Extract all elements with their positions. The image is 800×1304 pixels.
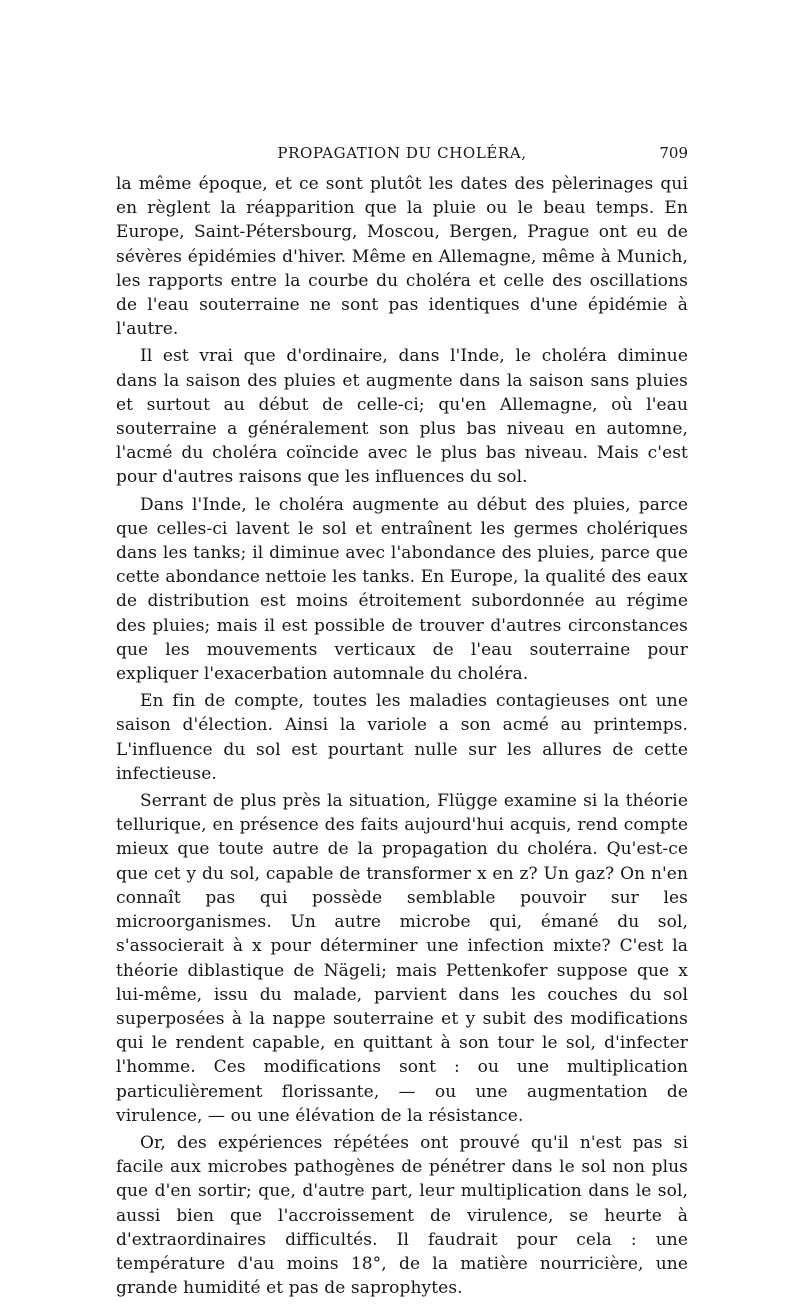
book-page — [116, 140, 688, 1300]
paragraph-1: la même époque, et ce sont plutôt les dates des pèlerinages qui en règlent la réapparition que la pluie ou le beau temps. En Europe, Saint-Pétersbourg, Moscou, Bergen, Prague ont eu de sévères épidémies d'hiver. Même en Allemagne, même à Munich, les rapports entre la courbe du choléra et celle des oscillations de l'eau souterraine ne sont pas identiques d'une épidémie à l'autre. — [116, 174, 688, 340]
running-title: PROPAGATION DU CHOLÉRA, — [277, 144, 527, 162]
paragraph-2: Il est vrai que d'ordinaire, dans l'Inde, le choléra diminue dans la saison des pluies et augmente dans la saison sans pluies et surtout au début de celle-ci; qu'en Allemagne, où l'eau souterraine a généralement son plus bas niveau en automne, l'acmé du choléra coïncide avec le plus bas niveau. Mais c'est pour d'autres raisons que les influences du sol. — [116, 346, 688, 488]
paragraph-3: Dans l'Inde, le choléra augmente au début des pluies, parce que celles-ci lavent le sol et entraînent les germes cholériques dans les tanks; il diminue avec l'abondance des pluies, parce que cette abondance nettoie les tanks. En Europe, la qualité des eaux de distribution est moins étroitement subordonnée au régime des pluies; mais il est possible de trouver d'autres circonstances que les mouvements verticaux de l'eau souterraine pour expliquer l'exacerbation automnale du choléra. — [116, 494, 688, 685]
paragraph-5: Serrant de plus près la situation, Flügge examine si la théorie tellurique, en présence des faits aujourd'hui acquis, rend compte mieux que toute autre de la propagation du choléra. Qu'est-ce que cet y du sol, capable de transformer x en z? Un gaz? On n'en connaît pas qui possède semblable pouvoir sur les microorganismes. Un autre microbe qui, émané du sol, s'associerait à x pour déterminer une infection mixte? C'est la théorie diblastique de Nägeli; mais Pettenkofer suppose que x lui-même, issu du malade, parvient dans les couches du sol superposées à la nappe souterraine et y subit des modifications qui le rendent capable, en quittant à son tour le sol, d'infecter l'homme. Ces modifications sont : ou une multiplication particulièrement florissante, — ou une augmentation de virulence, — ou une élévation de la résistance. — [116, 791, 688, 1126]
page-header — [116, 140, 688, 166]
body-text — [116, 172, 688, 1300]
paragraph-6: Or, des expériences répétées ont prouvé qu'il n'est pas si facile aux microbes pathogènes de pénétrer dans le sol non plus que d'en sortir; que, d'autre part, leur multiplication dans le sol, aussi bien que l'accroissement de virulence, se heurte à d'extraordinaires difficultés. Il faudrait pour cela : une température d'au moins 18°, de la matière nourricière, une grande humidité et pas de saprophytes. — [116, 1132, 688, 1299]
page-number: 709 — [659, 144, 688, 162]
paragraph-4: En fin de compte, toutes les maladies contagieuses ont une saison d'élection. Ainsi la variole a son acmé au printemps. L'influence du sol est pourtant nulle sur les allures de cette infectieuse. — [116, 691, 688, 784]
